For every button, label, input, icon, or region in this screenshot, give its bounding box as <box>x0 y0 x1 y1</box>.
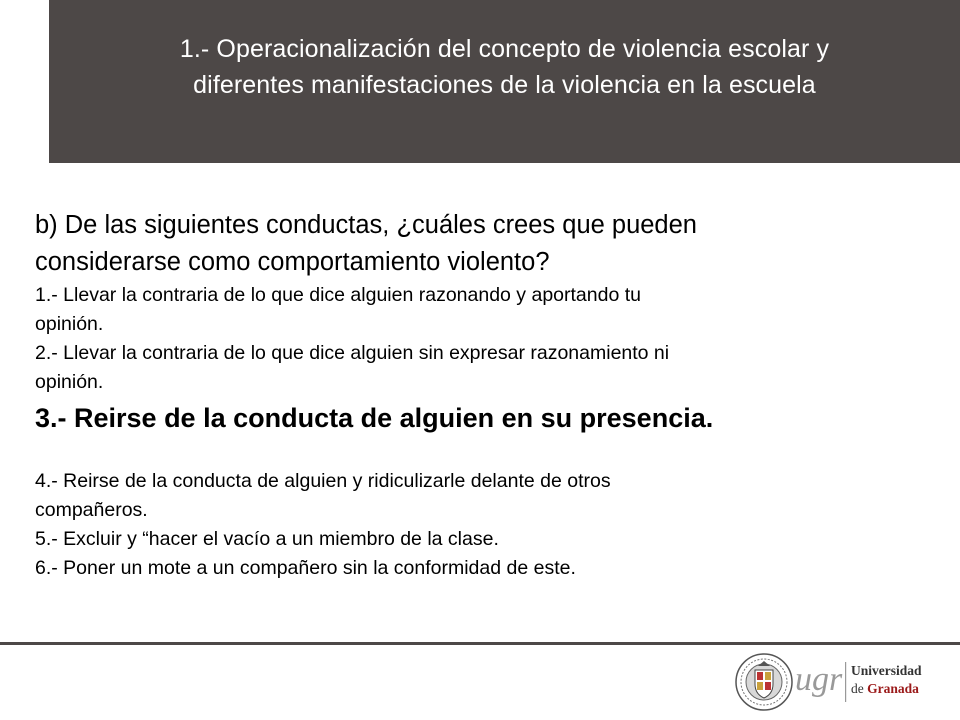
spacer <box>35 437 915 467</box>
item-2-line-2: opinión. <box>35 371 104 393</box>
slide-title-banner <box>49 0 960 163</box>
university-de: de <box>851 681 864 696</box>
slide-title-line-1: 1.- Operacionalización del concepto de violencia escolar y <box>179 35 830 63</box>
item-1-line-2: opinión. <box>35 313 104 335</box>
item-6: 6.- Poner un mote a un compañero sin la conformidad de este. <box>35 557 576 579</box>
item-4-line-1: 4.- Reirse de la conducta de alguien y ridiculizarle delante de otros <box>35 470 611 492</box>
item-2-line-1: 2.- Llevar la contraria de lo que dice alguien sin expresar razonamiento ni <box>35 342 670 364</box>
item-3-highlighted: 3.- Reirse de la conducta de alguien en su presencia. <box>35 403 714 433</box>
question-line-2: considerarse como comportamiento violento? <box>35 248 550 276</box>
university-seal-icon <box>736 654 792 710</box>
logo-separator <box>845 662 846 702</box>
footer-divider <box>0 642 960 645</box>
university-name <box>851 662 922 698</box>
question-line-1: b) De las siguientes conductas, ¿cuáles crees que pueden <box>35 211 697 239</box>
item-1-line-1: 1.- Llevar la contraria de lo que dice alguien razonando y aportando tu <box>35 284 641 306</box>
university-granada: Granada <box>867 681 919 696</box>
ugr-wordmark: ugr <box>795 661 843 698</box>
slide-content <box>35 207 915 583</box>
item-5: 5.- Excluir y “hacer el vacío a un miembro de la clase. <box>35 528 499 550</box>
item-4-line-2: compañeros. <box>35 499 148 521</box>
slide-title-line-2: diferentes manifestaciones de la violencia en la escuela <box>193 71 816 99</box>
university-line-1: Universidad <box>851 663 922 678</box>
